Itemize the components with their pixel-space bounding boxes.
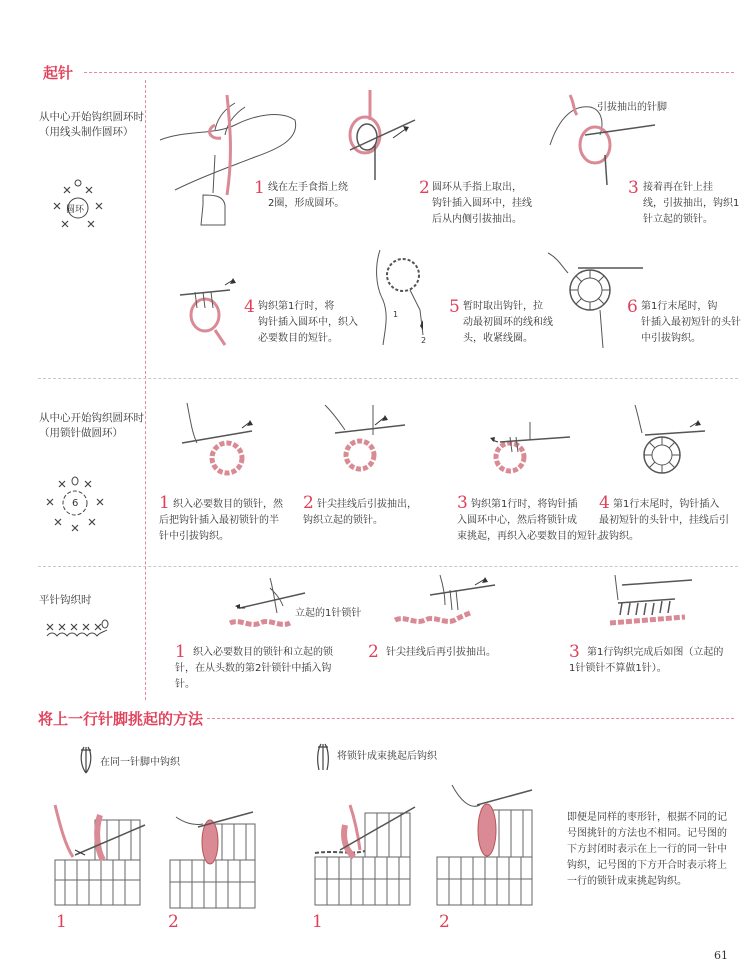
chain-ring-step1-number: 1 — [159, 493, 170, 513]
pickup-fig1-illustration — [45, 795, 145, 910]
row-divider — [38, 378, 738, 379]
chain-ring-step2-text: 针尖挂线后引拔抽出， 钩织立起的锁针。 — [303, 499, 417, 526]
pickup-fig2-illustration — [168, 812, 258, 912]
magic-ring-step5-text: 暂时取出钩针，拉 动最初圆环的线和线 头，收紧线圈。 — [463, 301, 553, 344]
svg-text:2: 2 — [421, 336, 427, 345]
flat-step2-number: 2 — [368, 642, 379, 662]
magic-ring-annotation: 引拔抽出的针脚 — [597, 102, 667, 113]
magic-ring-step2-number: 2 — [419, 178, 430, 198]
magic-ring-step4-number: 4 — [244, 297, 255, 317]
chain-ring-step3-illustration — [480, 412, 570, 487]
flat-side-title: 平针钩织时 — [39, 594, 92, 606]
magic-ring-step5-illustration — [365, 245, 440, 345]
chain-ring-step1-illustration — [182, 403, 262, 483]
magic-ring-step2-illustration — [345, 90, 420, 180]
flat-step1-number: 1 — [175, 642, 186, 662]
closed-bobble-icon — [78, 745, 94, 775]
magic-ring-side-title: 从中心开始钩织圆环时 （用线头制作圆环） — [39, 111, 144, 138]
chain-ring-step2-number: 2 — [303, 493, 314, 513]
row-divider — [38, 566, 738, 567]
chain-ring-side-title: 从中心开始钩织圆环时 （用锁针做圆环） — [39, 412, 144, 439]
page-number: 61 — [714, 949, 728, 962]
chain-ring-step4-illustration — [630, 405, 705, 490]
section-divider — [207, 718, 734, 719]
flat-symbol-diagram — [45, 620, 110, 642]
section-title-cast-on: 起针 — [43, 64, 74, 82]
chain-ring-step1-text: 织入必要数目的锁针，然 后把钩针插入最初锁针的半 针中引拔钩织。 — [159, 499, 283, 542]
pickup-fig3-number: 1 — [312, 912, 323, 932]
left-pickup-label: 在同一针脚中钩织 — [100, 757, 180, 768]
chain-ring-diagram-center-label: 6 — [72, 498, 79, 509]
pickup-fig2-number: 2 — [168, 912, 179, 932]
pickup-note: 即便是同样的枣形针，根据不同的记 号图挑针的方法也不相同。记号图的 下方封闭时表示在上一行的同一针中 钩织，记号图的下方开合时表示将上 一行的锁针成束挑起钩织。 — [567, 812, 727, 887]
magic-ring-step2-text: 圆环从手指上取出， 钩针插入圆环中，挂线 后从内侧引拔抽出。 — [432, 182, 532, 225]
pickup-fig4-number: 2 — [439, 912, 450, 932]
open-bobble-icon — [315, 742, 331, 772]
section-divider — [84, 72, 734, 73]
chain-ring-step4-number: 4 — [599, 493, 610, 513]
flat-step1-text: 织入必要数目的锁针和立起的锁 针，在从头数的第2针锁针中插入钩 针。 — [175, 647, 333, 690]
section-title-pickup: 将上一行针脚挑起的方法 — [38, 710, 204, 728]
chain-ring-step3-text: 钩织第1行时，将钩针插 入圆环中心，然后将锁针成 束挑起，再织入必要数目的短针。 — [457, 499, 607, 542]
chain-ring-step2-illustration — [325, 405, 410, 480]
magic-ring-step6-text: 第1行末尾时，钩 针插入最初短针的头针 中引拔钩织。 — [641, 301, 741, 344]
magic-ring-step3-number: 3 — [628, 178, 639, 198]
flat-step2-illustration — [390, 575, 500, 635]
flat-step3-illustration — [600, 575, 695, 635]
magic-ring-step6-number: 6 — [627, 297, 638, 317]
pickup-fig4-illustration — [432, 785, 537, 910]
magic-ring-step1-number: 1 — [254, 178, 265, 198]
pickup-fig1-number: 1 — [56, 912, 67, 932]
right-pickup-label: 将锁针成束挑起后钩织 — [337, 751, 437, 762]
chain-ring-step4-text: 第1行末尾时，钩针插入 最初短针的头针中，挂线后引 拔钩织。 — [599, 499, 729, 542]
magic-ring-step1-text: 线在左手食指上绕 2圈，形成圆环。 — [268, 182, 348, 209]
magic-ring-step4-illustration — [175, 270, 245, 345]
magic-ring-step5-number: 5 — [449, 297, 460, 317]
flat-step3-number: 3 — [569, 642, 580, 662]
magic-ring-diagram-center-label: 圆环 — [66, 205, 85, 215]
chain-ring-step3-number: 3 — [457, 493, 468, 513]
flat-annotation: 立起的1针锁针 — [295, 608, 362, 619]
pickup-fig3-illustration — [310, 795, 415, 910]
svg-text:1: 1 — [393, 310, 399, 319]
flat-step2-text: 针尖挂线后再引拔抽出。 — [386, 647, 496, 658]
magic-ring-step4-text: 钩织第1行时，将 钩针插入圆环中，织入 必要数目的短针。 — [258, 301, 358, 344]
magic-ring-step3-text: 接着再在针上挂 线，引拔抽出，钩织1 针立起的锁针。 — [643, 182, 740, 225]
flat-step3-text: 第1行钩织完成后如图（立起的 1针锁针不算做1针）。 — [569, 647, 724, 674]
column-divider — [145, 80, 146, 700]
